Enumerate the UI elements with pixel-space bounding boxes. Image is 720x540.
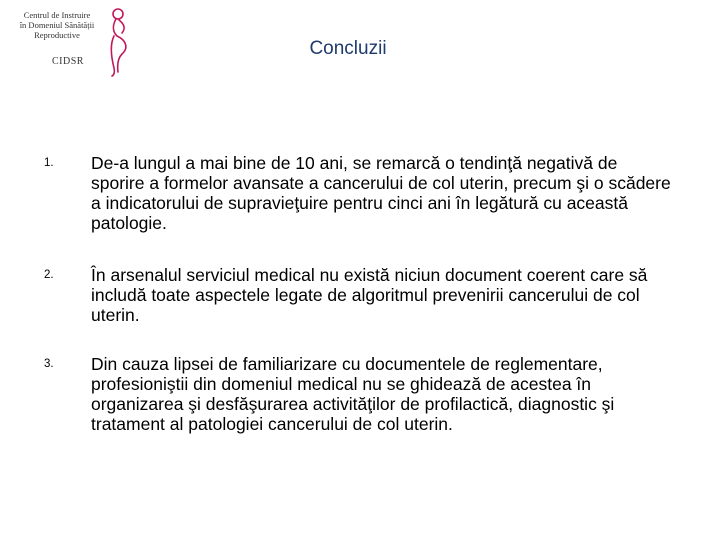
logo-line: Centrul de Instruire — [23, 10, 91, 20]
list-item-text: De-a lungul a mai bine de 10 ani, se remarcă o tendinţă negativă de sporire a formelor avansate a cancerului de col uterin, precum şi o scădere a indicatorului de supravieţuire pentru cinci ani în legătură cu această patologie. — [91, 153, 671, 233]
logo-line: în Domeniul Sănătății — [19, 20, 95, 30]
logo-line: Reproductive — [34, 30, 80, 40]
list-item-number: 2. — [44, 269, 54, 281]
logo-abbreviation: CIDSR — [52, 56, 84, 67]
list-item-number: 3. — [44, 358, 54, 370]
list-item-text: Din cauza lipsei de familiarizare cu documentele de reglementare, profesioniştii din domeniul medical nu se ghidează de acestea în organizarea şi desfăşurarea activităţilor de profilactică, diagnostic şi tratament al patologiei cancerului de col uterin. — [91, 354, 615, 434]
logo-text — [14, 10, 100, 40]
list-item-number: 1. — [44, 157, 54, 169]
list-item-text: În arsenalul serviciul medical nu există niciun document coerent care să includă toate aspectele legate de algoritmul prevenirii cancerului de col uterin. — [91, 265, 648, 325]
page-title: Concluzii — [309, 38, 387, 59]
